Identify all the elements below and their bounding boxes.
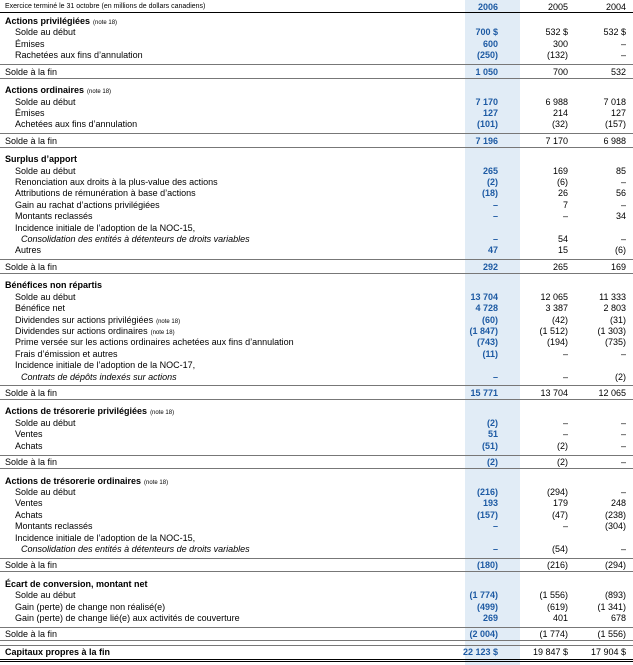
value-2006: (51) xyxy=(481,440,498,451)
value-2006: (2 004) xyxy=(469,629,498,640)
value-2005: 214 xyxy=(552,107,568,118)
value-2005: – xyxy=(562,371,568,382)
value-2004: – xyxy=(620,199,626,210)
table-row xyxy=(0,520,633,532)
subtotal-row xyxy=(0,456,633,468)
row-label: Achats xyxy=(15,440,43,451)
value-2005: 54 xyxy=(557,234,568,244)
value-2004: 12 065 xyxy=(598,387,626,398)
row-label: Solde à la fin xyxy=(5,135,58,146)
value-2004: (735) xyxy=(604,337,626,348)
value-2006: 700 $ xyxy=(475,27,498,38)
row-label: Incidence initiale de l’adoption de la NOC-15, xyxy=(15,532,196,543)
value-2004: 169 xyxy=(610,261,626,272)
value-2005: (6) xyxy=(557,177,568,187)
row-label: Solde au début xyxy=(15,96,76,107)
section-heading xyxy=(0,578,633,590)
table-row xyxy=(0,244,633,256)
value-2006: 15 771 xyxy=(470,387,498,398)
section-heading xyxy=(0,475,633,487)
value-2006: 4 728 xyxy=(475,303,498,314)
value-2006: (101) xyxy=(476,119,498,130)
value-2005: 7 170 xyxy=(545,135,568,146)
row-label: Achetées aux fins d’annulation xyxy=(15,119,138,130)
row-label: Gain au rachat d’actions privilégiées xyxy=(15,199,160,210)
table-row xyxy=(0,509,633,521)
value-2006: 13 704 xyxy=(470,291,498,302)
section-heading xyxy=(0,15,633,27)
row-label: Autres xyxy=(15,245,42,256)
table-row xyxy=(0,371,633,383)
value-2004: 17 904 $ xyxy=(590,647,626,658)
row-label: Gain (perte) de change lié(e) aux activités de couverture xyxy=(15,613,240,623)
table-row xyxy=(0,486,633,498)
table-row xyxy=(0,38,633,50)
section-heading xyxy=(0,405,633,417)
row-label: Prime versée sur les actions ordinaires achetées aux fins d’annulation xyxy=(15,337,294,348)
value-2005: (1 774) xyxy=(539,629,568,640)
note-reference: (note 18) xyxy=(93,20,118,26)
value-2004: 2 803 xyxy=(603,303,626,314)
value-2006: (2) xyxy=(487,417,498,428)
value-2005: 12 065 xyxy=(540,291,568,302)
table-row xyxy=(0,49,633,61)
value-2004: (238) xyxy=(604,509,626,520)
table-row xyxy=(0,612,633,624)
note-reference: (note 18) xyxy=(150,410,175,417)
table-row xyxy=(0,187,633,199)
row-label: Solde au début xyxy=(15,590,76,601)
value-2005: 532 $ xyxy=(545,27,568,38)
value-2004: (6) xyxy=(615,245,626,256)
value-2005: (132) xyxy=(546,50,568,61)
value-2004: – xyxy=(620,429,626,440)
row-label: Incidence initiale de l’adoption de la NOC-15, xyxy=(15,222,196,233)
subtotal-row xyxy=(0,135,633,147)
row-label: Bénéfices non répartis xyxy=(5,280,103,291)
value-2006: 265 xyxy=(482,165,498,176)
table-row xyxy=(0,348,633,360)
value-2005: 179 xyxy=(552,498,568,509)
value-2004: 85 xyxy=(615,165,626,176)
grand-total-rule xyxy=(0,659,633,660)
value-2004: (304) xyxy=(604,521,626,532)
table-row xyxy=(0,291,633,303)
row-label: Émises xyxy=(15,38,45,49)
row-label: Montants reclassés xyxy=(15,521,93,532)
table-row xyxy=(0,532,633,544)
value-2005: (1 556) xyxy=(539,590,568,601)
note-reference: (note 18) xyxy=(150,329,175,336)
table-row xyxy=(0,359,633,371)
value-2006: (2) xyxy=(487,457,498,467)
value-2006: 22 123 $ xyxy=(462,647,498,658)
table-row xyxy=(0,543,633,555)
row-label: Solde au début xyxy=(15,291,76,302)
subtotal-row xyxy=(0,628,633,640)
header-rule xyxy=(0,12,633,13)
subtotal-row xyxy=(0,559,633,571)
value-2006: – xyxy=(492,211,498,222)
row-label: Solde au début xyxy=(15,486,76,497)
value-2005: 169 xyxy=(552,165,568,176)
value-2005: (1 512) xyxy=(539,325,568,336)
value-2004: – xyxy=(620,457,626,467)
period-label: Exercice terminé le 31 octobre (en millions de dollars canadiens) xyxy=(5,3,206,10)
table-row xyxy=(0,222,633,234)
value-2004: (31) xyxy=(609,314,626,325)
value-2006: – xyxy=(492,543,498,554)
table-row xyxy=(0,176,633,188)
value-2004: – xyxy=(620,234,626,244)
table-row xyxy=(0,325,633,337)
section-heading xyxy=(0,279,633,291)
value-2006: 47 xyxy=(487,245,498,256)
value-2005: (194) xyxy=(546,337,568,348)
table-row xyxy=(0,589,633,601)
row-label: Capitaux propres à la fin xyxy=(5,647,111,658)
row-label: Solde au début xyxy=(15,27,76,38)
row-label: Montants reclassés xyxy=(15,211,93,222)
row-label: Dividendes sur actions ordinaires (note 18) xyxy=(15,325,175,336)
value-2005: – xyxy=(562,348,568,359)
value-2006: 600 xyxy=(482,38,498,49)
row-label: Ventes xyxy=(15,429,43,440)
row-label: Solde à la fin xyxy=(5,457,58,467)
section-heading xyxy=(0,84,633,96)
row-label: Rachetées aux fins d’annulation xyxy=(15,50,143,61)
value-2004: (1 303) xyxy=(597,325,626,336)
value-2006: 292 xyxy=(482,261,498,272)
value-2004: 127 xyxy=(610,107,626,118)
section-end-rule xyxy=(0,468,633,469)
row-label: Solde au début xyxy=(15,165,76,176)
value-2006: (1 774) xyxy=(469,590,498,601)
section-end-rule xyxy=(0,571,633,572)
year-2006-header: 2006 xyxy=(477,2,498,12)
value-2006: (216) xyxy=(476,486,498,497)
section-end-rule xyxy=(0,78,633,79)
year-2005-header: 2005 xyxy=(547,2,568,12)
value-2006: – xyxy=(492,521,498,532)
value-2004: 56 xyxy=(615,188,626,199)
row-label: Solde à la fin xyxy=(5,66,58,77)
table-row xyxy=(0,302,633,314)
value-2005: (216) xyxy=(546,560,568,571)
value-2006: 1 050 xyxy=(475,66,498,77)
value-2005: 6 988 xyxy=(545,96,568,107)
table-row xyxy=(0,417,633,429)
value-2005: 3 387 xyxy=(545,303,568,314)
row-label: Solde à la fin xyxy=(5,560,58,571)
value-2004: 532 xyxy=(610,66,626,77)
value-2006: (180) xyxy=(476,560,498,571)
row-label: Renonciation aux droits à la plus-value des actions xyxy=(15,177,218,187)
table-row xyxy=(0,497,633,509)
row-label: Dividendes sur actions privilégiées (note 18) xyxy=(15,314,181,325)
value-2005: 7 xyxy=(562,199,568,210)
value-2004: – xyxy=(620,543,626,554)
row-label: Actions ordinaires (note 18) xyxy=(5,85,112,96)
value-2004: (294) xyxy=(604,560,626,571)
row-label: Attributions de rémunération à base d’actions xyxy=(15,188,196,199)
value-2005: – xyxy=(562,417,568,428)
row-label: Ventes xyxy=(15,498,43,509)
value-2004: – xyxy=(620,440,626,451)
value-2005: (47) xyxy=(551,509,568,520)
subtotal-row xyxy=(0,387,633,399)
subtotal-row xyxy=(0,66,633,78)
row-label: Solde à la fin xyxy=(5,387,58,398)
table-row xyxy=(0,26,633,38)
row-label: Consolidation des entités à détenteurs de droits variables xyxy=(21,234,250,244)
value-2006: (18) xyxy=(481,188,498,199)
value-2005: (619) xyxy=(546,601,568,612)
value-2005: 401 xyxy=(552,613,568,623)
value-2004: – xyxy=(620,486,626,497)
value-2004: (1 556) xyxy=(597,629,626,640)
value-2006: – xyxy=(492,371,498,382)
value-2005: (2) xyxy=(557,457,568,467)
row-label: Actions de trésorerie ordinaires (note 18) xyxy=(5,475,169,486)
value-2006: (11) xyxy=(482,348,498,359)
row-label: Solde au début xyxy=(15,417,76,428)
value-2005: 26 xyxy=(557,188,568,199)
note-reference: (note 18) xyxy=(144,479,169,486)
row-label: Écart de conversion, montant net xyxy=(5,578,148,589)
year-2004-header: 2004 xyxy=(605,2,626,12)
value-2006: (60) xyxy=(481,314,498,325)
row-label: Gain (perte) de change non réalisé(e) xyxy=(15,601,166,612)
note-reference: (note 18) xyxy=(156,318,181,325)
value-2006: 269 xyxy=(482,613,498,623)
value-2006: (499) xyxy=(476,601,498,612)
section-end-rule xyxy=(0,399,633,400)
value-2004: 34 xyxy=(615,211,626,222)
row-label: Bénéfice net xyxy=(15,303,66,314)
value-2004: (157) xyxy=(604,119,626,130)
section-end-rule xyxy=(0,147,633,148)
table-row xyxy=(0,336,633,348)
value-2004: 7 018 xyxy=(603,96,626,107)
section-end-rule xyxy=(0,640,633,641)
row-label: Actions privilégiées (note 18) xyxy=(5,16,118,26)
value-2004: – xyxy=(620,50,626,61)
value-2005: (32) xyxy=(551,119,568,130)
value-2004: – xyxy=(620,417,626,428)
value-2006: (743) xyxy=(476,337,498,348)
value-2004: – xyxy=(620,38,626,49)
table-row xyxy=(0,440,633,452)
value-2006: 193 xyxy=(482,498,498,509)
row-label: Surplus d’apport xyxy=(5,154,77,165)
table-row xyxy=(0,314,633,326)
section-end-rule xyxy=(0,273,633,274)
table-row xyxy=(0,199,633,211)
row-label: Solde à la fin xyxy=(5,261,58,272)
row-label: Contrats de dépôts indexés sur actions xyxy=(21,371,177,382)
table-row xyxy=(0,107,633,119)
row-label: Actions de trésorerie privilégiées (note 18) xyxy=(5,406,175,417)
value-2005: – xyxy=(562,429,568,440)
value-2005: (294) xyxy=(546,486,568,497)
row-label: Frais d’émission et autres xyxy=(15,348,118,359)
value-2004: – xyxy=(620,348,626,359)
value-2006: (250) xyxy=(476,50,498,61)
value-2004: (1 341) xyxy=(597,601,626,612)
value-2006: – xyxy=(492,199,498,210)
value-2005: 15 xyxy=(557,245,568,256)
value-2006: 7 196 xyxy=(475,135,498,146)
value-2005: 19 847 $ xyxy=(532,647,568,658)
table-row xyxy=(0,165,633,177)
value-2005: 265 xyxy=(552,261,568,272)
table-row xyxy=(0,601,633,613)
value-2006: 7 170 xyxy=(475,96,498,107)
value-2004: 248 xyxy=(610,498,626,509)
value-2004: 11 333 xyxy=(599,291,626,302)
value-2005: 13 704 xyxy=(540,387,568,398)
value-2005: 300 xyxy=(552,38,568,49)
grand-total-row xyxy=(0,646,633,658)
table-row xyxy=(0,210,633,222)
row-label: Solde à la fin xyxy=(5,629,58,640)
row-label: Émises xyxy=(15,107,45,118)
value-2004: (2) xyxy=(615,371,626,382)
grand-total-double-rule xyxy=(0,661,633,662)
note-reference: (note 18) xyxy=(87,89,112,96)
value-2004: 532 $ xyxy=(603,27,626,38)
value-2006: 51 xyxy=(487,429,498,440)
table-row xyxy=(0,96,633,108)
value-2004: (893) xyxy=(604,590,626,601)
table-row xyxy=(0,118,633,130)
value-2006: (1 847) xyxy=(469,325,498,336)
section-heading xyxy=(0,153,633,165)
subtotal-row xyxy=(0,261,633,273)
value-2004: – xyxy=(620,177,626,187)
value-2005: (2) xyxy=(557,440,568,451)
value-2005: (42) xyxy=(551,314,568,325)
value-2006: – xyxy=(492,234,498,244)
table-row xyxy=(0,428,633,440)
value-2004: 6 988 xyxy=(603,135,626,146)
table-row xyxy=(0,233,633,245)
value-2006: 127 xyxy=(482,107,498,118)
row-label: Incidence initiale de l’adoption de la NOC-17, xyxy=(15,360,196,371)
value-2006: (2) xyxy=(487,177,498,187)
value-2005: – xyxy=(562,211,568,222)
value-2006: (157) xyxy=(476,509,498,520)
row-label: Achats xyxy=(15,509,43,520)
value-2005: (54) xyxy=(551,543,568,554)
value-2005: 700 xyxy=(552,66,568,77)
value-2004: 678 xyxy=(610,613,626,623)
row-label: Consolidation des entités à détenteurs de droits variables xyxy=(21,543,250,554)
value-2005: – xyxy=(562,521,568,532)
